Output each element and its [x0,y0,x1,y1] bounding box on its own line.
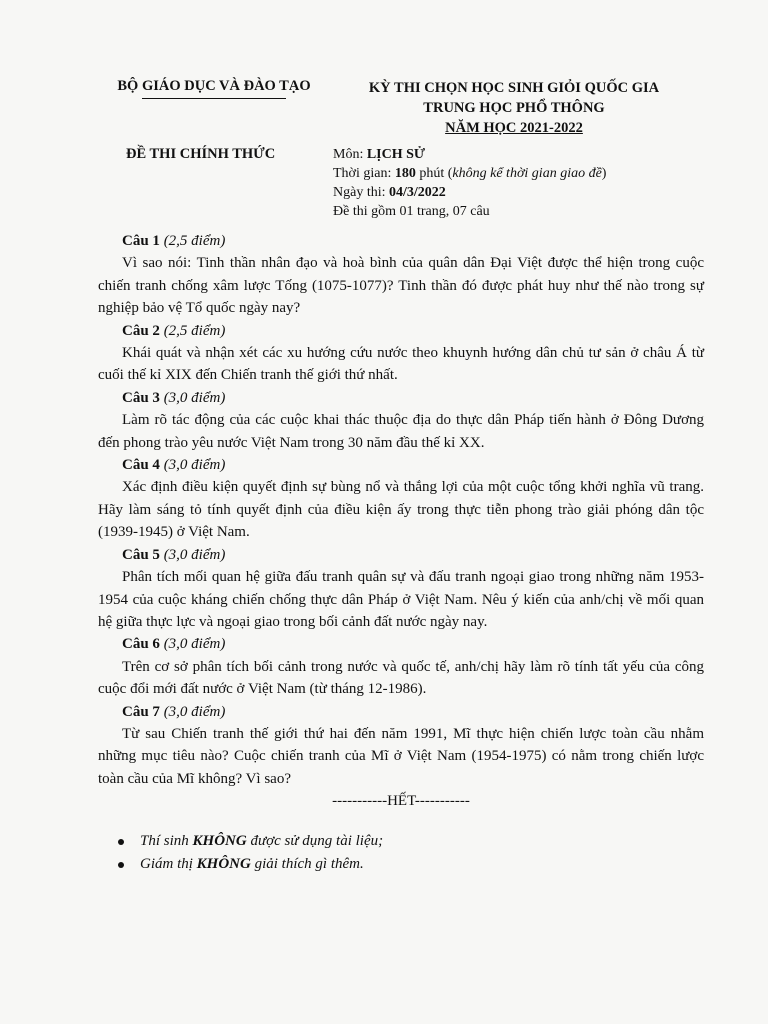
question-points: (3,0 điểm) [163,636,226,653]
ministry-name: BỘ GIÁO DỤC VÀ ĐÀO TẠO [117,78,311,94]
question-label: Câu 4 [122,457,160,474]
question-points: (3,0 điểm) [163,389,226,406]
question-label: Câu 5 [122,546,160,563]
question-text: Làm rõ tác động của các cuộc khai thác thuộc địa do thực dân Pháp tiến hành ở Đông Dương đến phong trào yêu nước Việt Nam trong 30 năm đầu thế kỉ XX. [98,412,704,451]
note-post: được sử dụng tài liệu; [246,833,384,849]
subject-line [333,145,606,164]
question-4 [98,454,704,544]
notes-list [118,830,383,876]
time-label: Thời gian: [333,166,395,181]
question-text: Phân tích mối quan hệ giữa đấu tranh quân sự và đấu tranh ngoại giao trong những năm 1953-1954 của cuộc kháng chiến chống thực dân Pháp ở Việt Nam. Nêu ý kiến của anh/chị về mối quan hệ giữa thực lực và ngoại giao trong bối cảnh đất nước ngày nay. [98,569,704,630]
question-5 [98,544,704,634]
question-text: Xác định điều kiện quyết định sự bùng nổ và thắng lợi của một cuộc tổng khởi nghĩa vũ trang. Hãy làm sáng tỏ tính quyết định của điều kiện ấy trong thực tiễn phong trào giải phóng dân tộc (1939-1945) ở Việt Nam. [98,479,704,541]
exam-title: KỲ THI CHỌN HỌC SINH GIỎI QUỐC GIA [368,80,660,96]
bullet-icon [118,862,124,868]
question-text: Khái quát và nhận xét các xu hướng cứu nước theo khuynh hướng dân chủ tư sản ở châu Á từ cuối thế kỉ XIX đến Chiến tranh thế giới thứ nhất. [98,345,704,384]
official-label: ĐỀ THI CHÍNH THỨC [126,146,276,162]
question-label: Câu 2 [122,322,160,339]
date-label: Ngày thi: [333,185,389,200]
exam-header [350,78,678,138]
date-value: 04/3/2022 [389,185,446,200]
questions-section [98,230,704,813]
question-text: Vì sao nói: Tinh thần nhân đạo và hoà bình của quân dân Đại Việt được thể hiện trong cuộc chiến tranh chống xâm lược Tống (1075-1077)? Tinh thần đó được phát huy như thế nào trong sự nghiệp bảo vệ Tổ quốc ngày nay? [98,255,704,317]
note-pre: Giám thị [140,856,197,872]
question-points: (3,0 điểm) [163,703,226,720]
question-points: (3,0 điểm) [163,546,226,563]
time-close: ) [601,166,607,181]
question-label: Câu 1 [122,233,160,249]
question-points: (3,0 điểm) [163,457,226,474]
end-marker: -----------HẾT----------- [332,793,470,810]
pages-line: Đề thi gồm 01 trang, 07 câu [333,204,490,219]
question-1 [98,230,704,320]
ministry-block [108,78,320,99]
exam-level: TRUNG HỌC PHỔ THÔNG [423,100,605,116]
date-line [333,183,606,202]
question-points: (2,5 điểm) [163,322,226,339]
note-item [118,853,383,876]
time-line [333,164,606,183]
note-post: giải thích gì thêm. [250,856,364,872]
question-text: Từ sau Chiến tranh thế giới thứ hai đến năm 1991, Mĩ thực hiện chiến lược toàn cầu nhằm những mục tiêu nào? Cuộc chiến tranh của Mĩ ở Việt Nam (1954-1975) có nằm trong chiến lược toàn cầu của Mĩ không? Vì sao? [98,725,704,787]
exam-info [333,145,606,221]
question-3 [98,387,704,454]
time-value: 180 [394,166,416,181]
question-2 [98,320,704,387]
note-pre: Thí sinh [140,833,193,849]
question-points: (2,5 điểm) [163,233,226,249]
question-7 [98,701,704,791]
question-6 [98,633,704,700]
question-label: Câu 6 [122,636,160,653]
subject-value: LỊCH SỬ [366,147,426,162]
time-note: không kể thời gian giao đề [452,166,602,181]
question-label: Câu 3 [122,389,160,406]
time-unit: phút ( [415,166,453,181]
exam-year: NĂM HỌC 2021-2022 [445,120,583,136]
note-bold: KHÔNG [192,833,247,849]
subject-label: Môn: [333,147,367,162]
bullet-icon [118,839,124,845]
note-bold: KHÔNG [196,856,251,872]
question-label: Câu 7 [122,703,160,720]
question-text: Trên cơ sở phân tích bối cảnh trong nước và quốc tế, anh/chị hãy làm rõ tính tất yếu của công cuộc đổi mới đất nước ở Việt Nam (từ tháng 12-1986). [98,658,704,698]
ministry-underline [142,98,286,99]
note-item [118,830,383,853]
